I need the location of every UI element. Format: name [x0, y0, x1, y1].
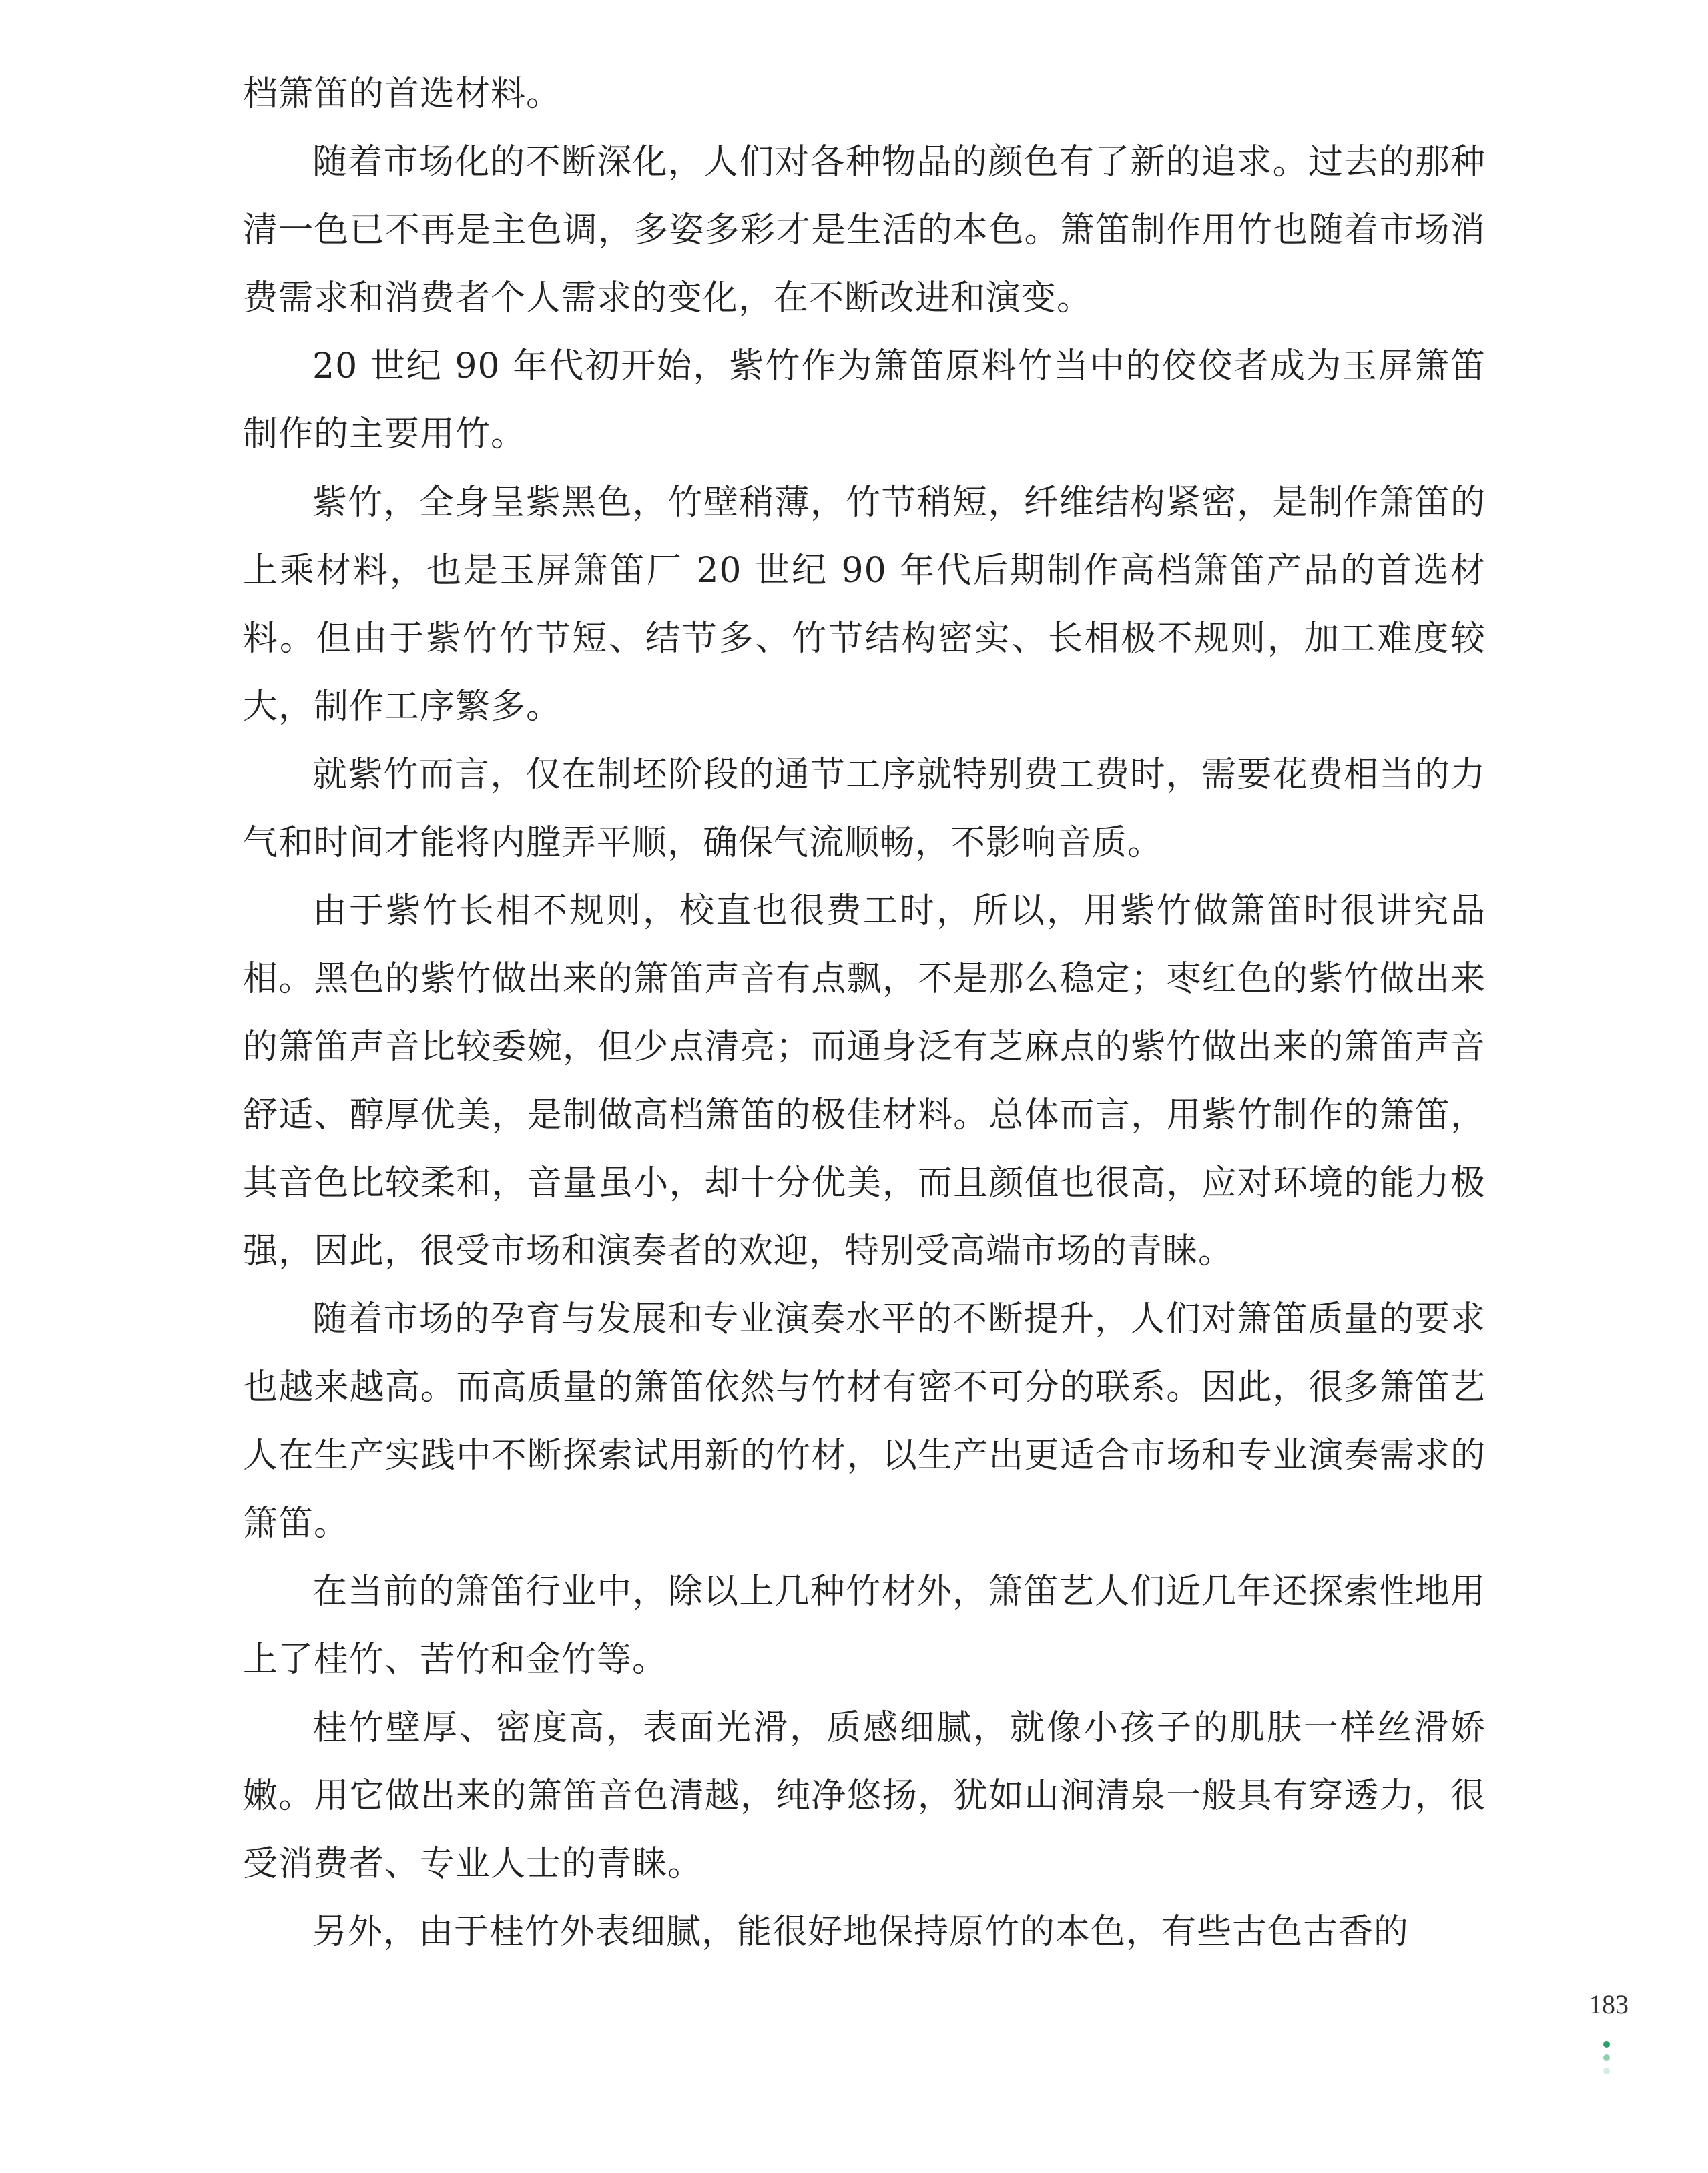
paragraph: 另外，由于桂竹外表细腻，能很好地保持原竹的本色，有些古色古香的	[312, 1912, 1410, 1952]
paragraph: 桂竹壁厚、密度高，表面光滑，质感细腻，就像小孩子的肌肤一样丝滑娇嫩。用它做出来的箫笛音色清越，纯净悠扬，犹如山涧清泉一般具有穿透力，很受消费者、专业人士的青睐。	[243, 1708, 1486, 1884]
paragraph: 在当前的箫笛行业中，除以上几种竹材外，箫笛艺人们近几年还探索性地用上了桂竹、苦竹和金竹等。	[243, 1572, 1486, 1680]
page-ornament-dots	[1599, 2041, 1615, 2081]
page-number: 183	[1589, 1989, 1629, 2020]
paragraph-continued: 档箫笛的首选材料。	[243, 74, 562, 114]
paragraph: 紫竹，全身呈紫黑色，竹壁稍薄，竹节稍短，纤维结构紧密，是制作箫笛的上乘材料，也是玉屏箫笛厂 20 世纪 90 年代后期制作高档箫笛产品的首选材料。但由于紫竹竹节短、结节多、竹节结构密实、长相极不规则，加工难度较大，制作工序繁多。	[243, 483, 1486, 727]
ornament-dot-icon	[1603, 2054, 1610, 2061]
ornament-dot-icon	[1603, 2041, 1610, 2048]
ornament-dot-icon	[1603, 2068, 1610, 2074]
paragraph: 随着市场的孕育与发展和专业演奏水平的不断提升，人们对箫笛质量的要求也越来越高。而高质量的箫笛依然与竹材有密不可分的联系。因此，很多箫笛艺人在生产实践中不断探索试用新的竹材，以生产出更适合市场和专业演奏需求的箫笛。	[243, 1299, 1486, 1544]
paragraph: 就紫竹而言，仅在制坯阶段的通节工序就特别费工费时，需要花费相当的力气和时间才能将内膛弄平顺，确保气流顺畅，不影响音质。	[243, 755, 1486, 863]
body-text	[243, 60, 1486, 1966]
paragraph: 20 世纪 90 年代初开始，紫竹作为箫笛原料竹当中的佼佼者成为玉屏箫笛制作的主要用竹。	[243, 346, 1486, 454]
paragraph: 由于紫竹长相不规则，校直也很费工时，所以，用紫竹做箫笛时很讲究品相。黑色的紫竹做出来的箫笛声音有点飘，不是那么稳定；枣红色的紫竹做出来的箫笛声音比较委婉，但少点清亮；而通身泛有芝麻点的紫竹做出来的箫笛声音舒适、醇厚优美，是制做高档箫笛的极佳材料。总体而言，用紫竹制作的箫笛，其音色比较柔和，音量虽小，却十分优美，而且颜值也很高，应对环境的能力极强，因此，很受市场和演奏者的欢迎，特别受高端市场的青睐。	[243, 891, 1486, 1271]
paragraph: 随着市场化的不断深化，人们对各种物品的颜色有了新的追求。过去的那种清一色已不再是主色调，多姿多彩才是生活的本色。箫笛制作用竹也随着市场消费需求和消费者个人需求的变化，在不断改进和演变。	[243, 142, 1486, 318]
